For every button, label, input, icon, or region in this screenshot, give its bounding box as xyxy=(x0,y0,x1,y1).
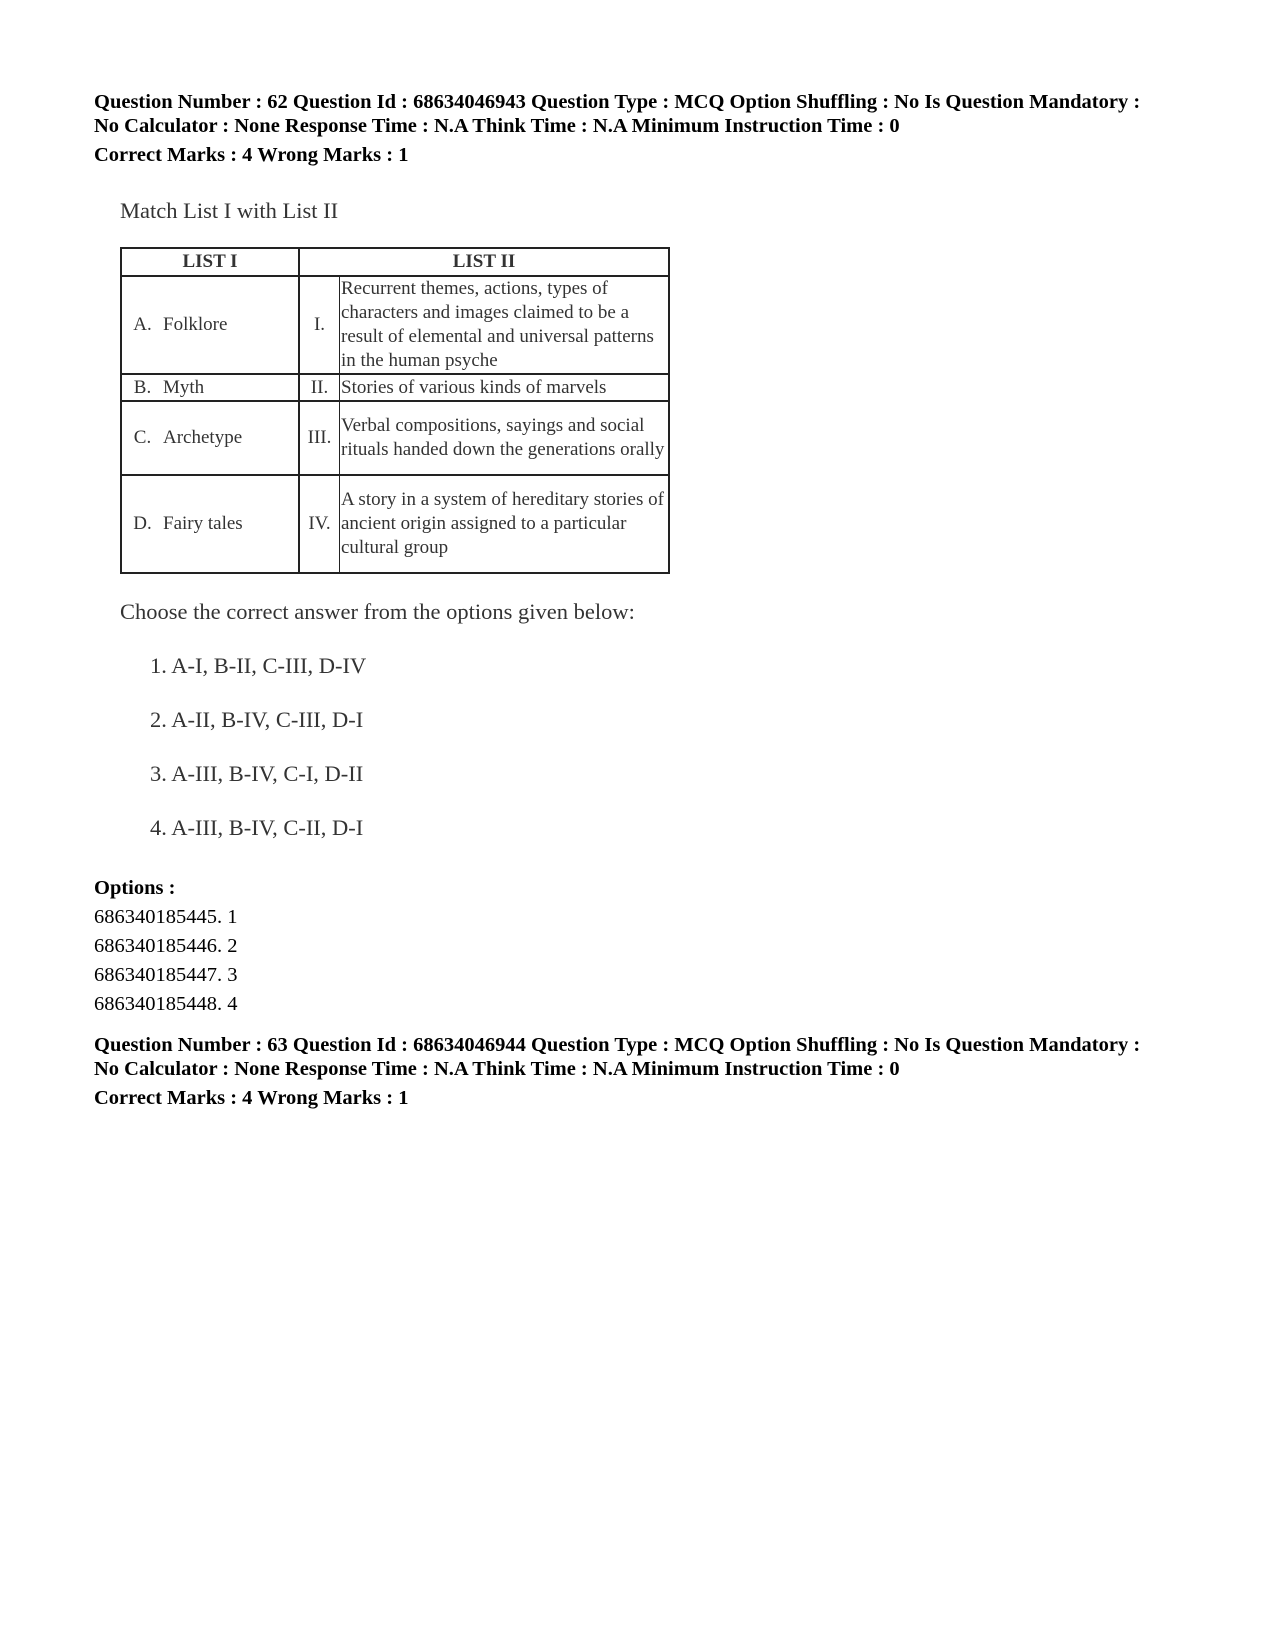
question-63-header-line1: Question Number : 63 Question Id : 68634046944 Question Type : MCQ Option Shuffling : No Is Question Mandatory : xyxy=(94,1034,1141,1056)
answer-choices xyxy=(150,650,680,844)
options-label: Options : xyxy=(94,877,176,899)
row-description: A story in a system of hereditary stories of ancient origin assigned to a particular cultural group xyxy=(340,475,670,573)
table-row xyxy=(121,401,669,475)
row-letter: C. xyxy=(121,401,163,475)
row-item: Folklore xyxy=(163,276,299,374)
match-table xyxy=(120,247,670,574)
table-row xyxy=(121,475,669,573)
question-62-header xyxy=(94,90,1204,167)
choice-item: 3. A-III, B-IV, C-I, D-II xyxy=(150,761,364,786)
question-62-marks: Correct Marks : 4 Wrong Marks : 1 xyxy=(94,144,409,166)
row-item: Myth xyxy=(163,374,299,401)
match-table-header xyxy=(121,248,669,276)
match-instruction: Match List I with List II xyxy=(120,198,339,223)
row-description: Verbal compositions, sayings and social rituals handed down the generations orally xyxy=(340,401,670,475)
question-62-body xyxy=(120,195,680,866)
row-roman: I. xyxy=(299,276,340,374)
row-item: Archetype xyxy=(163,401,299,475)
table-row xyxy=(121,374,669,401)
choice-item: 1. A-I, B-II, C-III, D-IV xyxy=(150,653,367,678)
row-letter: A. xyxy=(121,276,163,374)
question-63-header xyxy=(94,1033,1204,1110)
row-item: Fairy tales xyxy=(163,475,299,573)
row-description: Stories of various kinds of marvels xyxy=(340,374,670,401)
question-63-header-line2: No Calculator : None Response Time : N.A Think Time : N.A Minimum Instruction Time : 0 xyxy=(94,1058,900,1080)
list-1-heading: LIST I xyxy=(121,248,299,276)
row-roman: II. xyxy=(299,374,340,401)
choice-item: 4. A-III, B-IV, C-II, D-I xyxy=(150,815,364,840)
option-item: 686340185446. 2 xyxy=(94,935,238,957)
options-block xyxy=(94,874,238,1019)
row-letter: D. xyxy=(121,475,163,573)
option-item: 686340185447. 3 xyxy=(94,964,238,986)
question-62-header-line1: Question Number : 62 Question Id : 68634046943 Question Type : MCQ Option Shuffling : No Is Question Mandatory : xyxy=(94,91,1141,113)
row-description: Recurrent themes, actions, types of characters and images claimed to be a result of elemental and universal patterns in the human psyche xyxy=(340,276,670,374)
list-2-heading: LIST II xyxy=(299,248,669,276)
choice-item: 2. A-II, B-IV, C-III, D-I xyxy=(150,707,364,732)
question-62-header-line2: No Calculator : None Response Time : N.A Think Time : N.A Minimum Instruction Time : 0 xyxy=(94,115,900,137)
question-63-marks: Correct Marks : 4 Wrong Marks : 1 xyxy=(94,1087,409,1109)
option-item: 686340185448. 4 xyxy=(94,993,238,1015)
option-item: 686340185445. 1 xyxy=(94,906,238,928)
row-roman: III. xyxy=(299,401,340,475)
table-row xyxy=(121,276,669,374)
row-roman: IV. xyxy=(299,475,340,573)
row-letter: B. xyxy=(121,374,163,401)
choose-instruction: Choose the correct answer from the options given below: xyxy=(120,599,635,624)
